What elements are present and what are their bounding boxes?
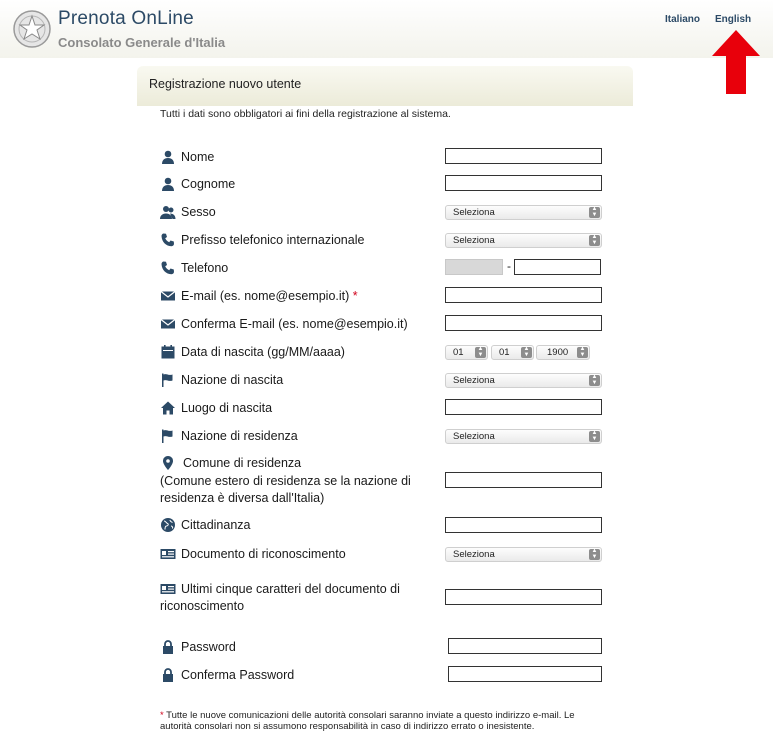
user-icon (160, 149, 176, 165)
nazione-nascita-selected-value: Seleziona (453, 375, 495, 386)
nazione-residenza-label: Nazione di residenza (181, 429, 298, 443)
prefisso-selected-value: Seleziona (453, 235, 495, 246)
select-arrows-icon: ▲ ▼ (589, 431, 600, 442)
comune-residenza-label-line1: Comune di residenza (183, 456, 302, 470)
id-card-icon (160, 581, 176, 597)
cognome-input[interactable] (445, 175, 602, 191)
conferma-email-input[interactable] (445, 315, 602, 331)
cognome-label: Cognome (181, 177, 236, 191)
comune-residenza-label (181, 455, 301, 472)
sesso-label: Sesso (181, 205, 216, 219)
documento-selected-value: Seleziona (453, 549, 495, 560)
select-arrows-icon: ▲ ▼ (521, 347, 532, 358)
phone-icon (160, 260, 176, 276)
prefisso-label: Prefisso telefonico internazionale (181, 233, 365, 247)
red-arrow-annotation (712, 30, 760, 94)
select-arrows-icon: ▲ ▼ (475, 347, 486, 358)
birth-day-value: 01 (453, 347, 464, 358)
birth-year-value: 1900 (547, 347, 569, 358)
footnote (160, 710, 580, 732)
comune-residenza-input[interactable] (445, 472, 602, 488)
brand-subtitle: Consolato Generale d'Italia (58, 35, 226, 50)
users-icon (160, 204, 176, 220)
user-icon (160, 176, 176, 192)
select-arrows-icon: ▲ ▼ (589, 207, 600, 218)
conferma-password-input[interactable] (448, 666, 602, 682)
panel-title: Registrazione nuovo utente (149, 77, 302, 91)
nazione-nascita-label: Nazione di nascita (181, 373, 284, 387)
flag-icon (160, 428, 176, 444)
nazione-residenza-selected-value: Seleziona (453, 431, 495, 442)
calendar-icon (160, 344, 176, 360)
telefono-separator: - (507, 259, 511, 273)
birth-day-select[interactable] (445, 345, 488, 360)
envelope-icon (160, 316, 176, 332)
prefisso-select[interactable] (445, 233, 602, 248)
password-input[interactable] (448, 638, 602, 654)
ultimi-caratteri-label-line1: Ultimi cinque caratteri del documento di (181, 582, 400, 596)
footnote-text: Tutte le nuove comunicazioni delle autorità consolari saranno inviate a questo indirizzo e-mail. Le autorità consolari non si assumono responsabilità in caso di indirizzo errato o inesistente. (160, 710, 575, 732)
luogo-nascita-label: Luogo di nascita (181, 401, 273, 415)
nome-label: Nome (181, 150, 215, 164)
lock-icon (160, 667, 176, 683)
cittadinanza-label: Cittadinanza (181, 518, 251, 532)
nome-input[interactable] (445, 148, 602, 164)
flag-icon (160, 372, 176, 388)
email-label-text: E-mail (es. nome@esempio.it) (181, 289, 350, 303)
luogo-nascita-input[interactable] (445, 399, 602, 415)
phone-icon (160, 232, 176, 248)
cittadinanza-input[interactable] (445, 517, 602, 533)
sesso-select[interactable] (445, 205, 602, 220)
birth-year-select[interactable] (536, 345, 590, 360)
password-label: Password (181, 640, 236, 654)
language-italian-link[interactable]: Italiano (665, 14, 701, 25)
select-arrows-icon: ▲ ▼ (589, 375, 600, 386)
lock-icon (160, 639, 176, 655)
telefono-input[interactable] (514, 259, 601, 275)
select-arrows-icon: ▲ ▼ (577, 347, 588, 358)
ultimi-caratteri-label-line2: riconoscimento (160, 599, 245, 613)
brand-title: Prenota OnLine (58, 8, 194, 29)
intro-text: Tutti i dati sono obbligatori ai fini della registrazione al sistema. (160, 108, 451, 120)
documento-select[interactable] (445, 547, 602, 562)
home-icon (160, 400, 176, 416)
select-arrows-icon: ▲ ▼ (589, 549, 600, 560)
documento-label: Documento di riconoscimento (181, 547, 346, 561)
globe-icon (160, 517, 176, 533)
envelope-icon (160, 288, 176, 304)
telefono-prefix-field (445, 259, 503, 275)
panel-header (137, 66, 633, 106)
map-marker-icon (160, 455, 176, 471)
sesso-selected-value: Seleziona (453, 207, 495, 218)
top-bar (0, 0, 773, 58)
language-english-link[interactable]: English (715, 14, 752, 25)
birth-month-select[interactable] (491, 345, 534, 360)
required-mark: * (352, 289, 358, 303)
comune-residenza-label-line3: residenza è diversa dall'Italia) (160, 491, 325, 505)
conferma-email-label: Conferma E-mail (es. nome@esempio.it) (181, 317, 408, 331)
comune-residenza-label-line2: (Comune estero di residenza se la nazione di (160, 474, 411, 488)
telefono-label: Telefono (181, 261, 229, 275)
data-nascita-label: Data di nascita (gg/MM/aaaa) (181, 345, 345, 359)
conferma-password-label: Conferma Password (181, 668, 295, 682)
id-card-icon (160, 546, 176, 562)
footnote-mark: * (160, 710, 164, 721)
nazione-residenza-select[interactable] (445, 429, 602, 444)
nazione-nascita-select[interactable] (445, 373, 602, 388)
birth-month-value: 01 (499, 347, 510, 358)
email-input[interactable] (445, 287, 602, 303)
email-label (181, 288, 358, 305)
italian-emblem-icon (12, 8, 52, 50)
select-arrows-icon: ▲ ▼ (589, 235, 600, 246)
ultimi-caratteri-input[interactable] (445, 589, 602, 605)
